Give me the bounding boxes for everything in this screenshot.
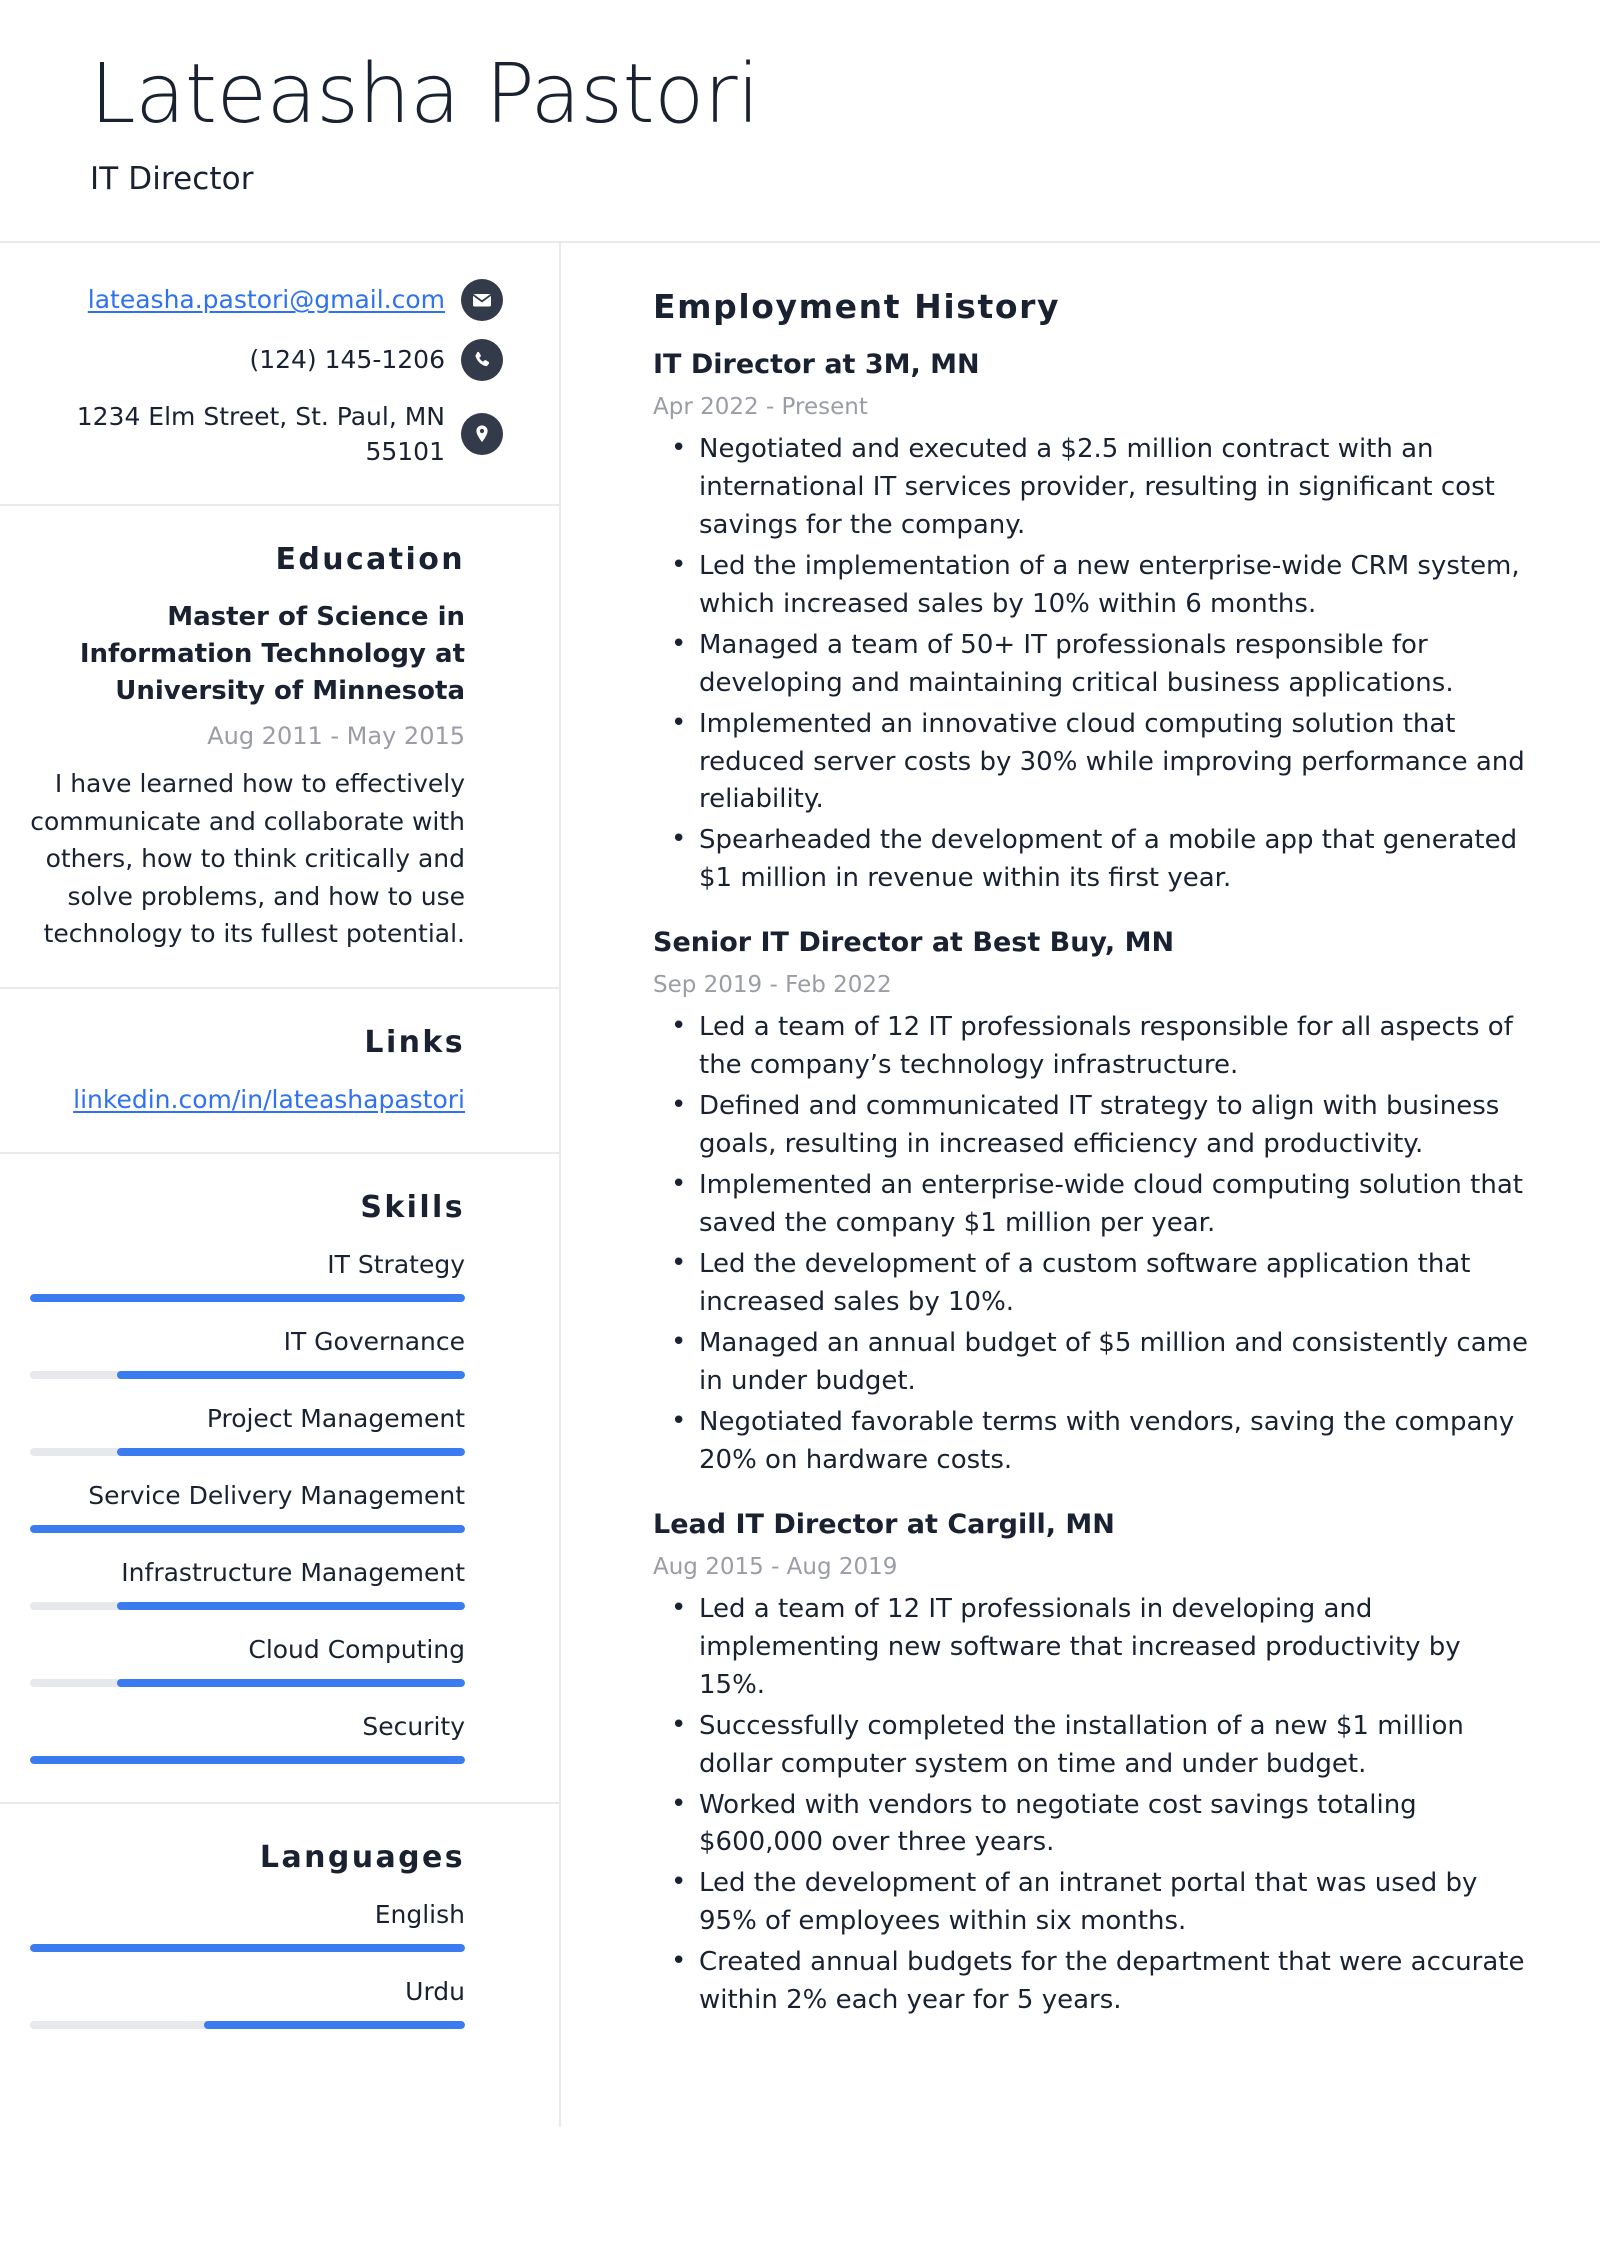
language-item (30, 1974, 465, 2029)
sidebar (0, 243, 561, 2127)
employment-bullet: • Implemented an enterprise-wide cloud computing solution that saved the company $1 million per year. (697, 1167, 1530, 1243)
envelope-icon (461, 279, 503, 321)
address-text: 1234 Elm Street, St. Paul, MN 55101 (76, 401, 445, 467)
employment-bullet: • Led the implementation of a new enterprise-wide CRM system, which increased sales by 10% within 6 months. (697, 548, 1530, 624)
skill-level-fill (117, 1371, 465, 1379)
employment-bullet: • Led a team of 12 IT professionals in developing and implementing new software that increased productivity by 15%. (697, 1591, 1530, 1705)
employment-bullet: • Negotiated favorable terms with vendors, saving the company 20% on hardware costs. (697, 1404, 1530, 1480)
main-column (561, 243, 1600, 2083)
employment-bullet: • Led the development of a custom software application that increased sales by 10%. (697, 1246, 1530, 1322)
skill-level-bar (30, 1602, 465, 1610)
employment-bullet: • Negotiated and executed a $2.5 million contract with an international IT services provider, resulting in significant cost savings for the company. (697, 431, 1530, 545)
contact-row-address (30, 399, 503, 470)
employment-bullets (653, 1009, 1530, 1479)
skill-level-fill (30, 1525, 465, 1533)
skill-level-bar (30, 1294, 465, 1302)
contact-section (0, 243, 559, 506)
employment-bullet: • Defined and communicated IT strategy to align with business goals, resulting in increased efficiency and productivity. (697, 1088, 1530, 1164)
employment-entry (653, 1506, 1530, 2020)
resume-header (0, 0, 1600, 241)
languages-section (0, 1804, 559, 2067)
employment-bullet: • Created annual budgets for the department that were accurate within 2% each year for 5 years. (697, 1944, 1530, 2020)
skill-level-bar (30, 1756, 465, 1764)
map-pin-icon (461, 413, 503, 455)
employment-dates: Aug 2015 - Aug 2019 (653, 1553, 898, 1580)
skill-label: Infrastructure Management (121, 1557, 465, 1587)
employment-dates: Sep 2019 - Feb 2022 (653, 972, 892, 999)
education-dates: Aug 2011 - May 2015 (207, 721, 465, 750)
skill-level-bar (30, 1371, 465, 1379)
skill-level-bar (30, 1525, 465, 1533)
candidate-name: Lateasha Pastori (90, 47, 760, 142)
employment-bullets (653, 1591, 1530, 2020)
skills-list (30, 1247, 465, 1764)
skill-item (30, 1401, 465, 1456)
skill-level-fill (117, 1602, 465, 1610)
employment-bullet: • Led a team of 12 IT professionals responsible for all aspects of the company’s technology infrastructure. (697, 1009, 1530, 1085)
language-level-fill (30, 1944, 465, 1952)
skill-level-fill (117, 1679, 465, 1687)
language-level-fill (204, 2021, 465, 2029)
languages-list (30, 1897, 465, 2029)
languages-heading: Languages (259, 1839, 465, 1875)
employment-title: Senior IT Director at Best Buy, MN (653, 927, 1175, 959)
education-description: I have learned how to effectively communicate and collaborate with others, how to think critically and solve problems, and how to use technology to its fullest potential. (30, 769, 465, 949)
skill-item (30, 1632, 465, 1687)
phone-text: (124) 145-1206 (249, 345, 445, 375)
skill-item (30, 1324, 465, 1379)
skill-label: Cloud Computing (248, 1634, 465, 1664)
phone-icon (461, 339, 503, 381)
skill-item (30, 1709, 465, 1764)
resume-body (0, 243, 1600, 2127)
employment-bullet: • Worked with vendors to negotiate cost savings totaling $600,000 over three years. (697, 1787, 1530, 1863)
contact-row-phone (30, 339, 503, 381)
employment-title: IT Director at 3M, MN (653, 348, 980, 380)
employment-bullets (653, 431, 1530, 898)
employment-entry (653, 924, 1530, 1479)
language-level-bar (30, 1944, 465, 1952)
skill-label: IT Governance (283, 1326, 465, 1356)
education-section (0, 506, 559, 989)
email-text[interactable]: lateasha.pastori@gmail.com (87, 285, 445, 315)
education-degree: Master of Science in Information Technology at University of Minnesota (79, 601, 465, 706)
employment-bullet: • Spearheaded the development of a mobile app that generated $1 million in revenue within its first year. (697, 822, 1530, 898)
skill-level-fill (30, 1756, 465, 1764)
skill-item (30, 1247, 465, 1302)
skill-label: Security (362, 1711, 465, 1741)
skill-level-bar (30, 1448, 465, 1456)
skill-label: Service Delivery Management (88, 1480, 465, 1510)
language-item (30, 1897, 465, 1952)
skill-level-fill (117, 1448, 465, 1456)
skills-heading: Skills (360, 1189, 465, 1225)
employment-history-heading: Employment History (653, 286, 1061, 326)
skills-section (0, 1154, 559, 1804)
candidate-job-title: IT Director (90, 160, 254, 197)
employment-entry (653, 346, 1530, 898)
skill-level-bar (30, 1679, 465, 1687)
language-level-bar (30, 2021, 465, 2029)
language-label: English (374, 1899, 465, 1929)
skill-level-fill (30, 1294, 465, 1302)
employment-bullet: • Led the development of an intranet portal that was used by 95% of employees within six months. (697, 1865, 1530, 1941)
employment-bullet: • Managed an annual budget of $5 million and consistently came in under budget. (697, 1325, 1530, 1401)
skill-label: Project Management (206, 1403, 465, 1433)
links-section (0, 989, 559, 1154)
links-heading: Links (364, 1024, 465, 1060)
link-item-linkedin[interactable]: linkedin.com/in/lateashapastori (73, 1084, 465, 1114)
skill-item (30, 1555, 465, 1610)
employment-title: Lead IT Director at Cargill, MN (653, 1508, 1115, 1540)
contact-row-email[interactable] (30, 279, 503, 321)
employment-dates: Apr 2022 - Present (653, 393, 868, 420)
employment-list (653, 346, 1530, 2020)
employment-bullet: • Managed a team of 50+ IT professionals responsible for developing and maintaining critical business applications. (697, 627, 1530, 703)
employment-bullet: • Successfully completed the installation of a new $1 million dollar computer system on time and under budget. (697, 1708, 1530, 1784)
employment-bullet: • Implemented an innovative cloud computing solution that reduced server costs by 30% while improving performance and reliability. (697, 706, 1530, 820)
language-label: Urdu (405, 1976, 465, 2006)
education-heading: Education (275, 541, 465, 577)
skill-item (30, 1478, 465, 1533)
skill-label: IT Strategy (327, 1249, 465, 1279)
